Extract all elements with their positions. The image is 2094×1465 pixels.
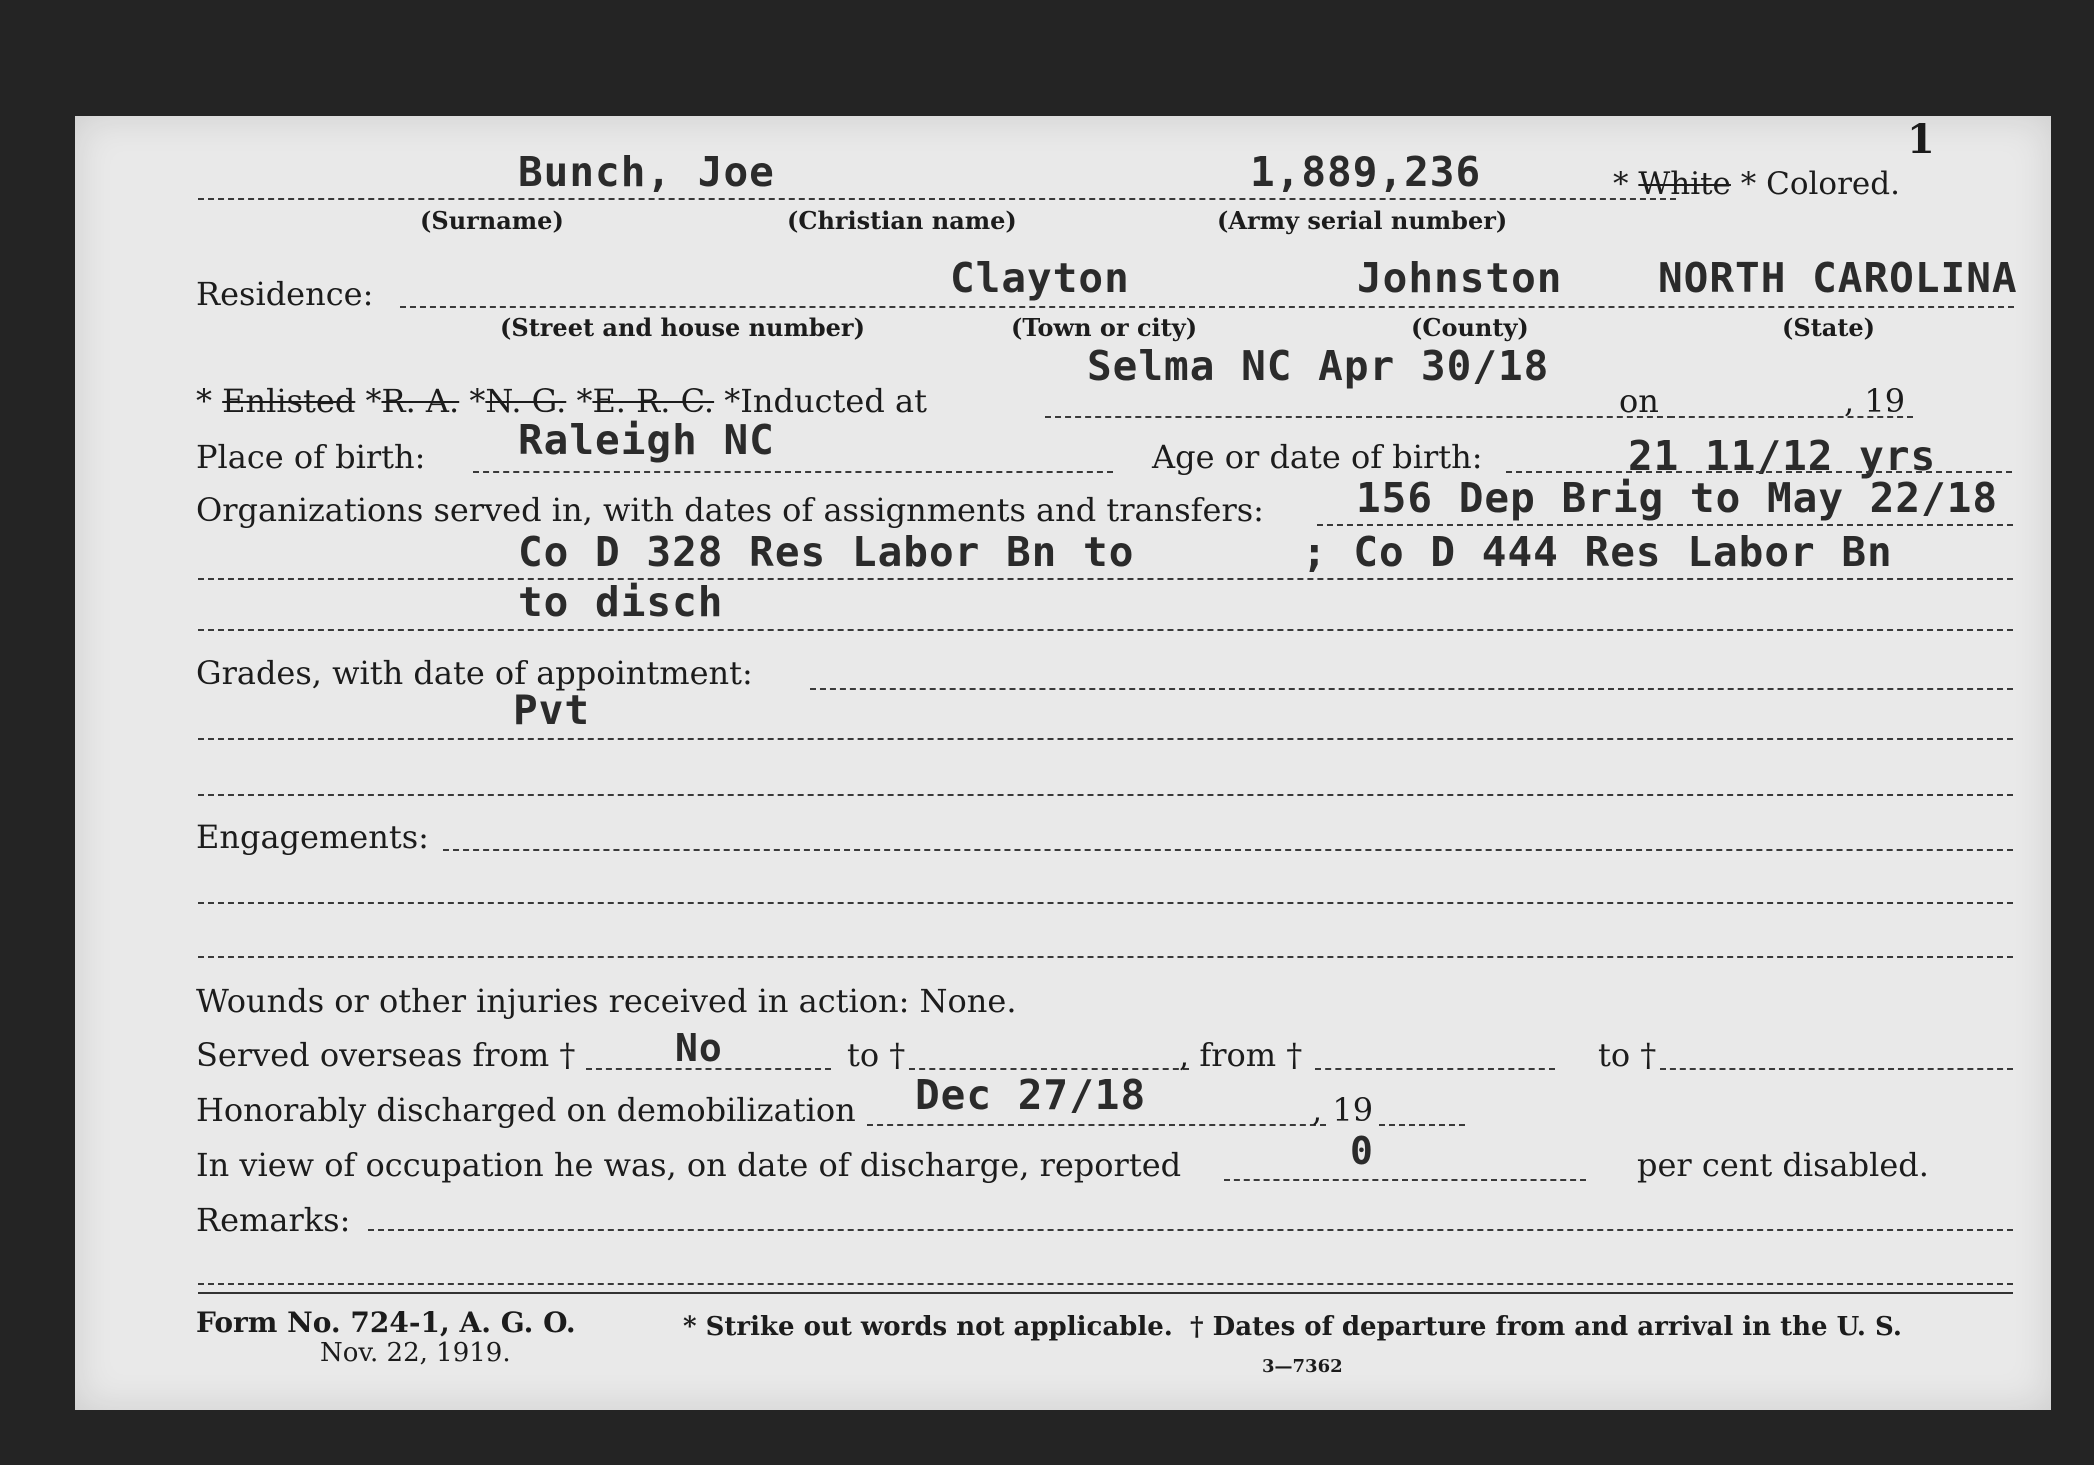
street-caption: (Street and house number) [500, 313, 865, 342]
town-caption: (Town or city) [1011, 313, 1198, 342]
organizations-line3-rule [198, 629, 2013, 631]
overseas-line3 [1315, 1068, 1555, 1070]
erc-option: E. R. C. [592, 382, 715, 420]
residence-label: Residence: [196, 275, 374, 313]
form-number: Form No. 724-1, A. G. O. [196, 1306, 576, 1339]
age-value: 21 11/12 yrs [1628, 432, 1937, 480]
overseas-to1: to † [847, 1036, 906, 1074]
race-colored: Colored. [1766, 166, 1900, 202]
disability-suffix: per cent disabled. [1637, 1146, 1929, 1184]
overseas-line2 [909, 1068, 1189, 1070]
overseas-label: Served overseas from † [196, 1036, 576, 1074]
organizations-line1-rule [1317, 524, 2013, 526]
residence-county: Johnston [1357, 254, 1563, 302]
disability-label: In view of occupation he was, on date of discharge, reported [196, 1146, 1182, 1184]
overseas-line4 [1660, 1068, 2013, 1070]
ng-star: * [469, 382, 486, 420]
remarks-label: Remarks: [196, 1201, 351, 1239]
grades-line3 [198, 794, 2013, 796]
print-code: 3—7362 [1262, 1356, 1343, 1377]
form-date: Nov. 22, 1919. [320, 1338, 511, 1368]
residence-line [400, 306, 2014, 308]
overseas-from: , from † [1179, 1036, 1303, 1074]
surname-caption: (Surname) [420, 206, 564, 235]
discharge-label: Honorably discharged on demobilization [196, 1091, 856, 1129]
ng-option: N. G. [485, 382, 567, 420]
card-number: 1 [1907, 116, 1935, 163]
discharge-year-line [1379, 1124, 1465, 1126]
place-of-birth-value: Raleigh NC [518, 416, 775, 464]
service-record-card [75, 116, 2051, 1410]
engagements-line3 [198, 956, 2013, 958]
county-caption: (County) [1411, 313, 1529, 342]
organizations-line3: to disch [518, 578, 724, 626]
organizations-line1: 156 Dep Brig to May 22/18 [1356, 474, 1999, 522]
organizations-line2-rule [198, 578, 2013, 580]
induction-year-label: , 19 [1844, 382, 1906, 420]
grades-line2 [198, 738, 2013, 740]
surname-value: Bunch, Joe [518, 148, 775, 196]
discharge-year: , 19 [1312, 1091, 1374, 1129]
footer-rule [198, 1292, 2013, 1294]
overseas-value: No [675, 1026, 723, 1070]
discharge-line [867, 1124, 1326, 1126]
grades-label: Grades, with date of appointment: [196, 654, 753, 692]
place-of-birth-label: Place of birth: [196, 438, 426, 476]
enlisted-option: Enlisted [222, 382, 356, 420]
inducted-star: * [724, 382, 741, 420]
race-star: * [1613, 166, 1629, 202]
remarks-line2 [198, 1283, 2013, 1285]
organizations-line2b: ; Co D 444 Res Labor Bn [1302, 528, 1893, 576]
wounds-label: Wounds or other injuries received in action: None. [196, 982, 1017, 1020]
grades-line1 [810, 688, 2013, 690]
residence-town: Clayton [950, 254, 1130, 302]
organizations-label: Organizations served in, with dates of assignments and transfers: [196, 491, 1264, 529]
engagements-label: Engagements: [196, 818, 429, 856]
enlisted-star: * [196, 382, 212, 420]
dates-note: † Dates of departure from and arrival in the U. S. [1190, 1312, 1902, 1342]
serial-caption: (Army serial number) [1217, 206, 1508, 235]
age-line [1506, 471, 2012, 473]
state-caption: (State) [1782, 313, 1876, 342]
disability-value: 0 [1350, 1129, 1374, 1173]
name-line [198, 198, 1676, 200]
remarks-line1 [368, 1229, 2013, 1231]
race-white: White [1638, 166, 1731, 202]
organizations-line2a: Co D 328 Res Labor Bn to [518, 528, 1135, 576]
induction-line [1045, 416, 1673, 418]
grades-value: Pvt [513, 686, 591, 734]
induction-value: Selma NC Apr 30/18 [1087, 342, 1550, 390]
inducted-label: Inducted at [740, 382, 927, 420]
race-star-2: * [1740, 166, 1757, 202]
race-field [1613, 166, 1900, 202]
ra-option: R. A. [381, 382, 460, 420]
erc-star: * [576, 382, 593, 420]
serial-value: 1,889,236 [1250, 148, 1482, 196]
engagements-line2 [198, 902, 2013, 904]
overseas-to2: to † [1598, 1036, 1657, 1074]
induction-field [196, 382, 927, 420]
induction-on-label: on [1619, 382, 1659, 420]
engagements-line1 [443, 849, 2013, 851]
place-of-birth-line [473, 471, 1113, 473]
ra-star: * [365, 382, 382, 420]
overseas-line1 [586, 1068, 831, 1070]
discharge-value: Dec 27/18 [915, 1071, 1147, 1119]
christian-caption: (Christian name) [787, 206, 1017, 235]
age-label: Age or date of birth: [1152, 438, 1483, 476]
strike-note: * Strike out words not applicable. [683, 1312, 1173, 1342]
residence-state: NORTH CAROLINA [1658, 254, 2018, 302]
disability-line [1224, 1179, 1586, 1181]
